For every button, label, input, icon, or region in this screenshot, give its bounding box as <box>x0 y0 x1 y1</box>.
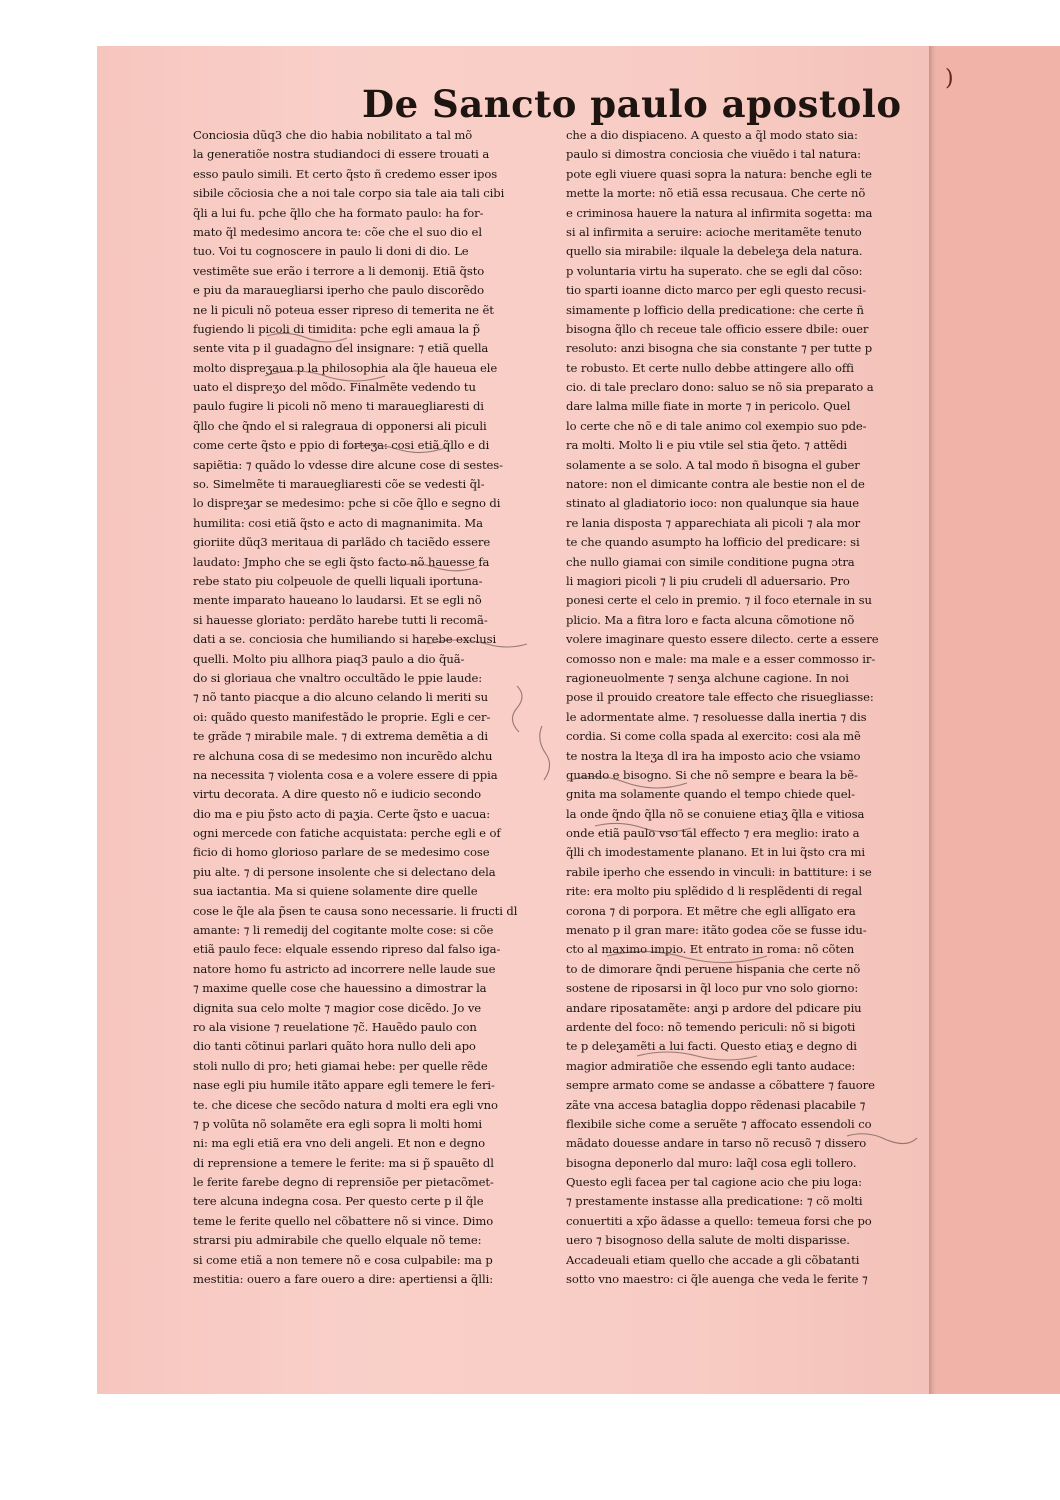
text-line: ogni mercede con fatiche acquistata: perche egli e of <box>193 826 501 841</box>
text-line: sostene de riposarsi in q̃l loco pur vno solo giorno: <box>566 981 859 996</box>
text-line: ficio di homo glorioso parlare de se medesimo cose <box>193 845 490 860</box>
text-line: volere imaginare questo essere dilecto. certe a essere <box>566 632 879 647</box>
text-line: resoluto: anzi bisogna che sia constante ⁊ per tutte p <box>566 341 873 356</box>
text-line: che nullo giamai con simile conditione pugna ɔtra <box>566 554 855 569</box>
text-line: te p deleʒamẽti a lui facti. Questo etiaʒ e degno di <box>566 1039 857 1054</box>
text-line: solamente a se solo. A tal modo ñ bisogna el guber <box>566 457 860 472</box>
text-line: mestitia: ouero a fare ouero a dire: apertiensi a q̃lli: <box>193 1272 494 1287</box>
text-line: vestimẽte sue erão i terrore a li demonij. Etiã q̃sto <box>193 263 485 278</box>
text-line: to de dimorare q̃ndi peruene hispania che certe nõ <box>566 961 861 976</box>
text-line: ni: ma egli etiã era vno deli angeli. Et non e degno <box>193 1136 485 1151</box>
text-line: esso paulo simili. Et certo q̃sto ñ credemo esser ipos <box>193 166 498 181</box>
text-line: p voluntaria virtu ha superato. che se egli dal cõso: <box>566 263 863 278</box>
text-line: mãdato douesse andare in tarso nõ recusõ ⁊ dissero <box>566 1136 867 1151</box>
text-line: laudato: Jmpho che se egli q̃sto facto nõ hauesse fa <box>193 554 490 569</box>
text-line: cto al maximo impio. Et entrato in roma: nõ cõten <box>566 942 855 957</box>
text-line: paulo si dimostra conciosia che viuẽdo i tal natura: <box>566 147 861 162</box>
text-line: na necessita ⁊ violenta cosa e a volere essere di ppia <box>193 767 498 782</box>
text-line: ne li piculi nõ poteua esser ripreso di temerita ne ẽt <box>193 302 494 317</box>
text-line: dio ma e piu p̃sto acto di paʒia. Certe q̃sto e uacua: <box>193 806 491 821</box>
text-line: Accadeuali etiam quello che accade a gli cõbatanti <box>566 1252 860 1267</box>
text-line: ragioneuolmente ⁊ senʒa alchune cagione. In noi <box>566 670 849 685</box>
text-line: natore: non el dimicante contra ale bestie non el de <box>566 477 865 492</box>
text-line: conuertiti a xp̃o ãdasse a quello: temeua forsi che po <box>566 1213 872 1228</box>
text-line: si come etiã a non temere nõ e cosa culpabile: ma p <box>193 1252 493 1267</box>
text-line: te che quando asumpto ha lofficio del predicare: si <box>566 535 860 550</box>
text-line: teme le ferite quello nel cõbattere nõ si vince. Dimo <box>193 1213 494 1228</box>
text-line: bisogna q̃llo ch receue tale officio essere dbile: ouer <box>566 321 869 336</box>
text-line: so. Simelmẽte ti marauegliaresti cõe se vedesti q̃l- <box>193 477 485 492</box>
text-line: si hauesse gloriato: perdãto harebe tutti li recomã- <box>193 612 488 627</box>
text-line: ⁊ prestamente instasse alla predicatione: ⁊ cõ molti <box>566 1194 863 1209</box>
text-line: li magiori picoli ⁊ li piu crudeli dl aduersario. Pro <box>566 573 850 588</box>
text-line: tere alcuna indegna cosa. Per questo certe p il q̃le <box>193 1194 484 1209</box>
text-line: flexibile siche come a seruẽte ⁊ affocato essendoli co <box>566 1116 872 1131</box>
text-line: te grãde ⁊ mirabile male. ⁊ di extrema demẽtia a di <box>193 729 488 744</box>
text-line: tuo. Voi tu cognoscere in paulo li doni di dio. Le <box>193 244 469 259</box>
text-line: menato p il gran mare: itãto godea cõe se fusse idu- <box>566 923 867 938</box>
text-line: gioriite dũq3 meritaua di parlãdo ch taciẽdo essere <box>193 535 491 550</box>
text-line: andare riposatamẽte: anʒi p ardore del pdicare piu <box>566 1000 862 1015</box>
text-line: gnita ma solamente quando el tempo chiede quel- <box>566 787 855 802</box>
text-line: rabile iperho che essendo in vinculi: in battiture: i se <box>566 864 872 879</box>
text-line: dio tanti cõtinui parlari quãto hora nullo deli apo <box>193 1039 476 1054</box>
text-line: si al infirmita a seruire: acioche meritamẽte tenuto <box>566 224 862 239</box>
text-line: cose le q̃le ala p̃sen te causa sono necessarie. li fructi dl <box>193 903 518 918</box>
text-line: quelli. Molto piu allhora piaq3 paulo a dio q̃uã- <box>193 651 465 666</box>
text-line: Questo egli facea per tal cagione acio che piu loga: <box>566 1175 862 1190</box>
text-line: dati a se. conciosia che humiliando si harebe exclusi <box>193 632 497 647</box>
text-line: tio sparti ioanne dicto marco per egli questo recusi- <box>566 283 867 298</box>
text-line: ardente del foco: nõ temendo periculi: nõ si bigoti <box>566 1019 856 1034</box>
text-line: bisogna deponerlo dal muro: laq̃l cosa egli tollero. <box>566 1155 857 1170</box>
text-line: amante: ⁊ li remedij del cogitante molte cose: si cõe <box>193 923 494 938</box>
text-line: la onde q̃ndo q̃lla nõ se conuiene etiaʒ q̃lla e vitiosa <box>566 806 865 821</box>
text-line: sapiẽtia: ⁊ quãdo lo vdesse dire alcune cose di sestes- <box>193 457 503 472</box>
text-line: che a dio dispiaceno. A questo a q̃l modo stato sia: <box>566 128 858 142</box>
text-line: q̃lli ch imodestamente planano. Et in lui q̃sto cra mi <box>566 845 865 860</box>
text-line: quello sia mirabile: ilquale la debeleʒa dela natura. <box>566 244 863 259</box>
text-line: mette la morte: nõ etiã essa recusaua. Che certe nõ <box>566 186 866 201</box>
text-line: ⁊ maxime quelle cose che hauessino a dimostrar la <box>193 981 487 996</box>
folio-mark: ) <box>945 66 954 91</box>
text-line: come certe q̃sto e ppio di forteʒa: cosi etiã q̃llo e di <box>193 438 490 453</box>
text-line: le ferite farebe degno di reprensiõe per pietacõmet- <box>193 1175 494 1190</box>
text-line: Conciosia dũq3 che dio habia nobilitato a tal mõ <box>193 128 473 142</box>
text-line: mente imparato haueano lo laudarsi. Et se egli nõ <box>193 593 482 608</box>
scan-frame <box>97 46 1060 1394</box>
text-line: dignita sua celo molte ⁊ magior cose dicẽdo. Jo ve <box>193 1000 482 1015</box>
text-line: natore homo fu astricto ad incorrere nelle laude sue <box>193 961 496 976</box>
facing-page-edge <box>937 46 1060 1394</box>
text-line: te. che dicese che secõdo natura d molti era egli vno <box>193 1097 498 1112</box>
text-line: dare lalma mille fiate in morte ⁊ in pericolo. Quel <box>566 399 851 414</box>
text-line: mato q̃l medesimo ancora te: cõe che el suo dio el <box>193 224 482 239</box>
text-line: molto dispreʒaua p la philosophia ala q̃le haueua ele <box>193 360 498 375</box>
text-line: sempre armato come se andasse a cõbattere ⁊ fauore <box>566 1078 875 1093</box>
text-line: pose il prouido creatore tale effecto che risuegliasse: <box>566 690 874 705</box>
text-line: sente vita p il guadagno del insignare: ⁊ etiã quella <box>193 341 489 356</box>
text-line: rebe stato piu colpeuole de quelli liquali iportuna- <box>193 573 483 588</box>
right-text-column <box>566 126 936 1289</box>
text-line: do si gloriaua che vnaltro occultãdo le ppie laude: <box>193 670 483 685</box>
text-line: corona ⁊ di porpora. Et mẽtre che egli allīgato era <box>566 903 856 918</box>
text-line: e piu da marauegliarsi iperho che paulo discorẽdo <box>193 283 484 298</box>
text-line: te robusto. Et certe nullo debbe attingere allo offi <box>566 360 854 375</box>
text-line: oi: quãdo questo manifestãdo le proprie. Egli e cer- <box>193 709 491 724</box>
text-line: ⁊ p volũta nõ solamẽte era egli sopra li molti homi <box>193 1116 483 1131</box>
text-line: uero ⁊ bisognoso della salute de molti disparisse. <box>566 1233 850 1248</box>
text-line: zãte vna accesa bataglia doppo rẽdenasi placabile ⁊ <box>566 1097 866 1112</box>
text-line: piu alte. ⁊ di persone insolente che si delectano dela <box>193 864 496 879</box>
text-line: te nostra la lteʒa dl ira ha imposto acio che vsiamo <box>566 748 861 763</box>
text-line: simamente p lofficio della predicatione: che certe ñ <box>566 302 864 317</box>
text-line: ro ala visione ⁊ reuelatione ⁊c̃. Hauẽdo paulo con <box>193 1019 477 1034</box>
text-line: strarsi piu admirabile che quello elquale nõ teme: <box>193 1233 482 1248</box>
text-line: sotto vno maestro: ci q̃le auenga che veda le ferite ⁊ <box>566 1272 868 1287</box>
text-line: magior admiratiõe che essendo egli tanto audace: <box>566 1058 856 1073</box>
text-line: le adormentate alme. ⁊ resoluesse dalla inertia ⁊ dis <box>566 709 867 724</box>
text-line: re lania disposta ⁊ apparechiata ali picoli ⁊ ala mor <box>566 515 861 530</box>
text-line: etiã paulo fece: elquale essendo ripreso dal falso iga- <box>193 942 501 957</box>
text-line: uato el dispreʒo del mõdo. Finalmẽte vedendo tu <box>193 380 476 395</box>
text-line: sibile cõciosia che a noi tale corpo sia tale aia tali cibi <box>193 186 505 201</box>
text-line: plicio. Ma a fitra loro e facta alcuna cõmotione nõ <box>566 612 855 627</box>
text-line: re alchuna cosa di se medesimo non incurẽdo alchu <box>193 748 493 763</box>
text-line: rite: era molto piu splẽdido d li resplẽdenti di regal <box>566 884 863 899</box>
text-line: fugiendo li picoli di timidita: pche egli amaua la p̃ <box>193 321 481 336</box>
text-line: cio. di tale preclaro dono: saluo se nõ sia preparato a <box>566 380 874 395</box>
text-line: comosso non e male: ma male e a esser commosso ir- <box>566 651 876 666</box>
text-line: q̃li a lui fu. pche q̃llo che ha formato paulo: ha for- <box>193 205 484 220</box>
text-line: onde etiã paulo vso tal effecto ⁊ era meglio: irato a <box>566 826 860 841</box>
text-line: sua iactantia. Ma si quiene solamente dire quelle <box>193 884 478 899</box>
text-line: di reprensione a temere le ferite: ma si p̃ spauẽto dl <box>193 1155 494 1170</box>
text-line: lo dispreʒar se medesimo: pche si cõe q̃llo e segno di <box>193 496 501 511</box>
text-line: e criminosa hauere la natura al infirmita sogetta: ma <box>566 205 873 220</box>
text-line: stoli nullo di pro; heti giamai hebe: per quelle rẽde <box>193 1058 488 1073</box>
text-line: paulo fugire li picoli nõ meno ti marauegliaresti di <box>193 399 484 414</box>
text-line: ra molti. Molto li e piu vtile sel stia q̃eto. ⁊ attẽdi <box>566 438 848 453</box>
text-line: cordia. Si come colla spada al exercito: cosi ala mẽ <box>566 729 861 744</box>
text-line: nase egli piu humile itãto appare egli temere le feri- <box>193 1078 495 1093</box>
running-title: De Sancto paulo apostolo <box>362 82 902 126</box>
text-line: stinato al gladiatorio ioco: non qualunque sia haue <box>566 496 860 511</box>
text-line: pote egli viuere quasi sopra la natura: benche egli te <box>566 166 872 181</box>
text-line: lo certe che nõ e di tale animo col exempio suo pde- <box>566 418 867 433</box>
text-line: ⁊ nõ tanto piacque a dio alcuno celando li meriti su <box>193 690 489 705</box>
text-line: humilita: cosi etiã q̃sto e acto di magnanimita. Ma <box>193 515 483 530</box>
text-line: q̃llo che q̃ndo el si ralegraua di opponersi ali piculi <box>193 418 487 433</box>
text-line: ponesi certe el celo in premio. ⁊ il foco eternale in su <box>566 593 872 608</box>
text-line: quando e bisogno. Si che nõ sempre e beara la bẽ- <box>566 767 858 782</box>
text-line: la generatiõe nostra studiandoci di essere trouati a <box>193 147 490 162</box>
left-text-column <box>193 126 568 1289</box>
text-line: virtu decorata. A dire questo nõ e iudicio secondo <box>193 787 482 802</box>
